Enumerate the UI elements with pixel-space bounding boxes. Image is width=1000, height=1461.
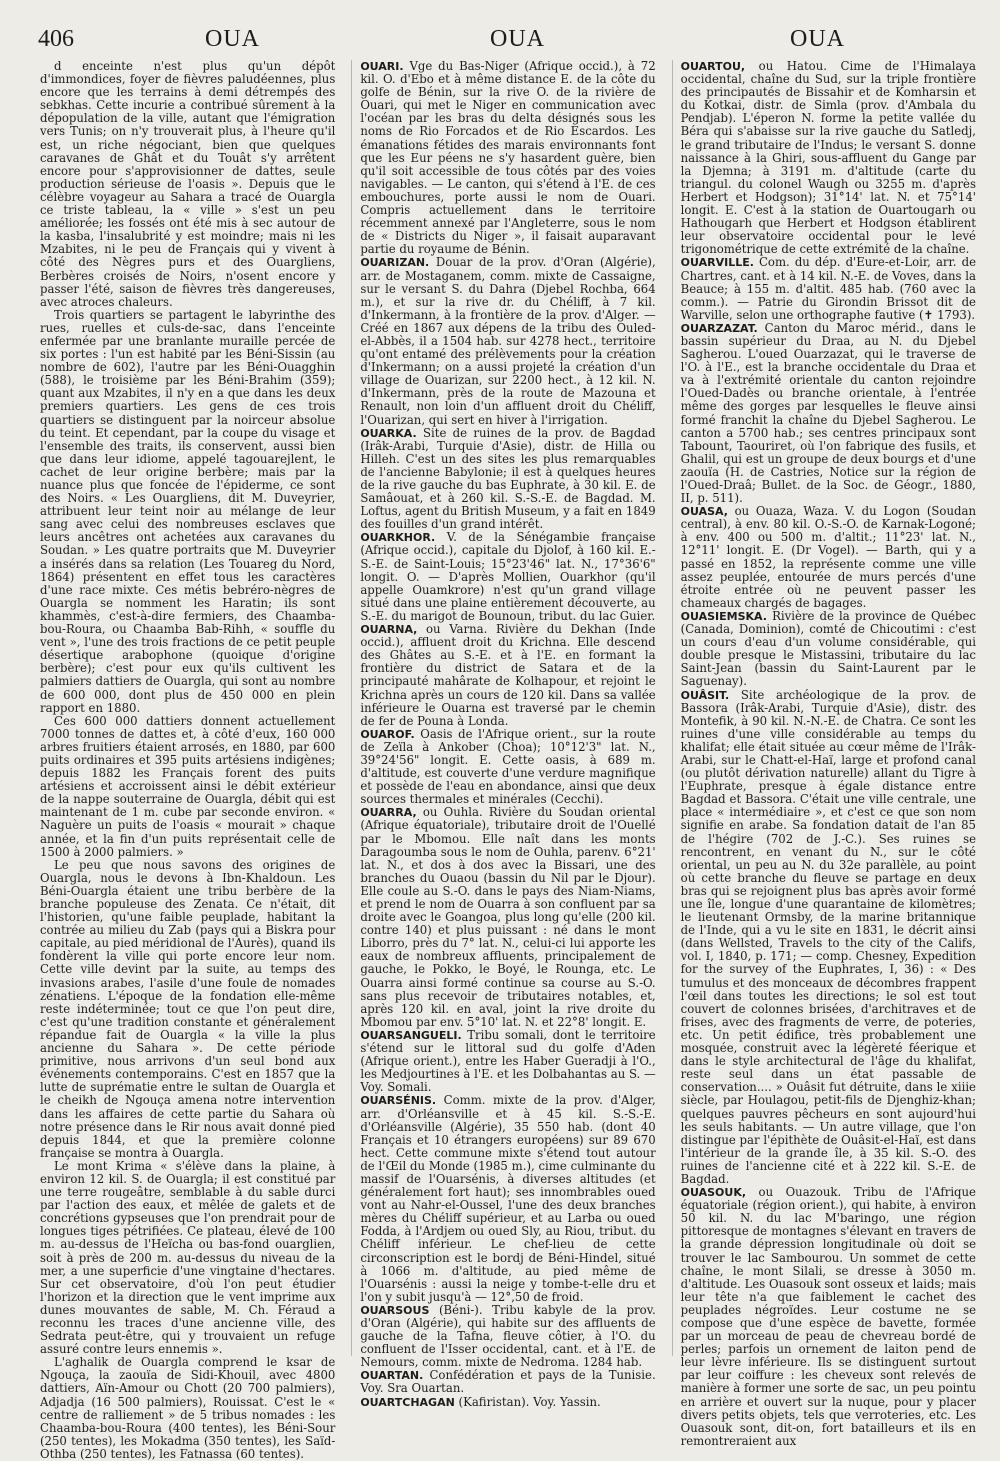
entry-headword: OUARI.	[360, 60, 404, 73]
paragraph-text: Com. du dép. d'Eure-et-Loir, arr. de Chartres, cant. et à 14 kil. N.-E. de Voves, dans la Beauce; à 155 m. d'altit. 485 hab. (760 avec la comm.). — Patrie du Girondin Brissot dit de Warville, selon une orthographe fautive (✝ 1793).	[680, 255, 976, 322]
entry-headword: OUARSANGUELI.	[360, 1028, 462, 1042]
dictionary-entry	[360, 1369, 655, 1395]
entry-headword: OUÂSIT.	[680, 688, 730, 702]
paragraph-text: Comm. mixte de la prov. d'Alger, arr. d'Orléansville et à 45 kil. S.-S.-E. d'Orléansville (Algérie), 35 550 hab. (dont 40 Français et 10 étrangers européens) sur 89 670 hect. Cette commune mixte s'étend tout autour de l'Œil du Monde (1985 m.), cime culminante du massif de l'Ouarsénis, à diverses altitudes (et généralement fort haut); ses innombrables oued vont au Nahr-el-Oussel, l'une des deux branches mères du Chéliff supérieur, et au Larba ou oued Fodda, à l'Ardjem ou oued Sly, au Riou, tribut. du Chéliff inférieur. Le chef-lieu de cette circonscription est le bordj de Béni-Hindel, situé à 1066 m. d'altitude, au pied même de l'Ouarsénis : aussi la neige y tombe-t-elle dru et l'on y subit jusqu'à — 12°,50 de froid.	[360, 1093, 656, 1304]
entry-headword: OUARTAN.	[360, 1369, 424, 1383]
running-head-right: OUA	[790, 26, 845, 52]
body-paragraph	[40, 309, 335, 715]
dictionary-entry	[360, 1396, 655, 1409]
dictionary-entry	[681, 610, 976, 689]
text-columns	[40, 59, 976, 1461]
dictionary-entry	[360, 623, 655, 728]
entry-headword: OUARVILLE.	[680, 256, 754, 270]
body-paragraph	[40, 1356, 335, 1461]
paragraph-text: ou Hatou. Cime de l'Himalaya occidental, chaîne du Sud, sur la triple frontière des principautés de Bissahir et de Komharsin et du Kotkai, distr. de Simla (prov. d'Ambala du Pendjab). L'éperon N. forme la petite vallée du Béra qui s'abaisse sur la rive gauche du Satledj, le grand tributaire de l'Indus; le versant S. donne naissance à la Ghiri, sous-affluent du Gange par la Djemna; à 3191 m. d'altitude (carte du triangul. du colonel Waugh ou 3255 m. d'après Herbert et Hodgson); 31°14' lat. N. et 75°14' longit. E. C'est à la station de Ouartougarh ou Hathougarh que Herbert et Hodgson établirent leur observatoire occidental pour le levé trigonométrique de cette extrémité de la chaîne.	[680, 59, 976, 257]
running-header	[0, 0, 1000, 62]
paragraph-text: ou Ouazouk. Tribu de l'Afrique équatoriale (région orient.), qui habite, à environ 50 kil. N. du lac M'baringo, une région pittoresque de montagnes s'élevant en travers de la grande dépression longitudinale où doit se trouver le lac Sambourou. Un sommet de cette chaîne, le mont Silali, se dresse à 3050 m. d'altitude. Les Ouasouk sont osseux et laids; mais leur tête n'a que faiblement le cachet des peuplades négroïdes. Leur costume ne se compose que d'une espèce de bavette, formée par un morceau de peau de chevreau bordé de perles; parfois un ornement de laiton pend de leur lèvre inférieure. Ils se distinguent surtout par leur coiffure : les cheveux sont relevés de manière à former une sorte de sac, un peu pointu en arrière et ouvert sur la nuque, pour y placer divers petits objets, tels que verroteries, etc. Les Ouasouk sont, dit-on, fort batailleurs et ils en remontreraient aux	[680, 1185, 976, 1448]
paragraph-text: ou Varna. Rivière du Dekhan (Inde occid.), affluent droit du Krichna. Elle descend des Ghâtes au S.-E. et à l'E. en formant la frontière du district de Satara et de la principauté mahârate de Kolhapour, et rejoint le Krichna après un cours de 120 kil. Dans sa vallée inférieure le Ouarna est traversé par le chemin de fer de Pouna à Londa.	[360, 622, 656, 728]
dictionary-entry	[360, 1304, 655, 1369]
entry-headword: OUARIZAN.	[360, 256, 430, 270]
paragraph-text: ou Ouaza, Waza. V. du Logon (Soudan central), à env. 80 kil. O.-S.-O. de Karnak-Logoné; à env. 400 ou 500 m. d'altit.; 11°23' lat. N., 12°11' longit. E. (Dr Vogel). — Barth, qui y a passé en 1852, la représente comme une ville assez peuplée, entourée de murs percés d'une étroite entrée où ne peuvent passer les chameaux chargés de bagages.	[680, 504, 976, 610]
body-paragraph	[40, 715, 335, 859]
running-head-center: OUA	[490, 26, 545, 52]
dictionary-entry	[681, 1186, 976, 1448]
entry-headword: OUARNA,	[360, 623, 418, 637]
entry-headword: OUASOUK,	[680, 1186, 747, 1200]
paragraph-text: Confédération et pays de la Tunisie. Voy. Sra Ouartan.	[360, 1368, 656, 1396]
paragraph-text: (Béni-). Tribu kabyle de la prov. d'Oran (Algérie), qui habite sur des affluents de gauche de la Tafna, fleuve côtier, à l'O. du confluent de l'Isser occidental, cant. et à l'E. de Nemours, comm. mixte de Nedroma. 1284 hab.	[360, 1302, 656, 1370]
paragraph-text: Douar de la prov. d'Oran (Algérie), arr. de Mostaganem, comm. mixte de Cassaigne, sur le versant S. du Dahra (Djebel Rochba, 664 m.), et sur la rive dr. du Chéliff, à 7 kil. d'Inkermann, à la frontière de la prov. d'Alger. — Créé en 1867 aux dépens de la tribu des Ouled-el-Abbès, il a 1504 hab. sur 4278 hect., territoire qu'ont entamé des prélèvements pour la création d'Inkermann; on a aussi projeté la création d'un village de Ouarizan, sur 2200 hect., à 12 kil. N. d'Inkermann, près de la route de Mazouna et Renault, non loin d'un affluent droit du Chéliff, l'Ouarizan, qui sert en hiver à l'irrigation.	[360, 255, 656, 427]
dictionary-entry	[681, 256, 976, 321]
paragraph-text: Site de ruines de la prov. de Bagdad (Irâk-Arabi, Turquie d'Asie), distr. de Hilla ou Hilleh. C'est un des sites les plus remarquables de l'ancienne Babylonie; il est à quelques heures de la rive gauche du bas Euphrate, à 30 kil. E. de Samâouat, et à 260 kil. S.-S.-E. de Bagdad. M. Loftus, agent du British Museum, y a fait en 1849 des fouilles d'un grand intérêt.	[360, 425, 656, 532]
paragraph-text: Ces 600 000 dattiers donnent actuellement 7000 tonnes de dattes et, à côté d'eux, 160 000 arbres fruitiers étaient arrosés, en 1880, par 600 puits ordinaires et 395 puits artésiens indigènes; depuis 1882 les Français forent des puits artésiens et accroissent ainsi le débit extérieur de la nappe souterraine de Ouargla, débit qui est maintenant de 1 m. cube par seconde environ. « Naguère un puits de l'oasis « mourait » chaque année, et la fin d'un puits représentait celle de 1500 à 2000 palmiers. »	[40, 713, 336, 859]
paragraph-text: Canton du Maroc mérid., dans le bassin supérieur du Draa, au N. du Djebel Sagherou. L'oued Ouarzazat, qui le traverse de l'O. à l'E., est la branche occidentale du Draa et va à l'extrémité orientale du canton rejoindre l'Oued-Dadès ou branche orientale, à l'entrée même des gorges par lesquelles le fleuve ainsi formé franchit la chaîne du Djebel Sagherou. Le canton a 5700 hab.; ses centres principaux sont Tabount, Taouriret, où l'on fabrique des fusils, et Ghalil, qui est un groupe de deux bourgs et d'une zaouïa (H. de Castries, Notice sur la région de l'Oued-Draâ; Bullet. de la Soc. de Géogr., 1880, II, p. 511).	[680, 320, 976, 506]
entry-headword: OUASIEMSKA.	[680, 609, 767, 623]
entry-headword: OUASA,	[680, 505, 728, 519]
entry-headword: OUARKA.	[360, 426, 417, 440]
paragraph-text: Oasis de l'Afrique orient., sur la route de Zeïla à Ankober (Choa); 10°12'3" lat. N., 39°24'56" longit. E. Cette oasis, à 689 m. d'altitude, est couverte d'une verdure magnifique et possède de l'eau en abondance, ainsi que deux sources thermales et minérales (Cecchi).	[360, 726, 656, 807]
entry-headword: OUAROF.	[360, 727, 415, 741]
dictionary-entry	[360, 427, 655, 532]
entry-headword: OUARSÉNIS.	[360, 1094, 437, 1108]
paragraph-text: Vge du Bas-Niger (Afrique occid.), à 72 kil. O. d'Ebo et à même distance E. de la côte du golfe de Bénin, sur la rive O. de la rivière de Ouari, qui met le Niger en communication avec l'océan par les bras du delta désignés sous les noms de Rio Forcados et de Rio Escardos. Les émanations fétides des marais environnants font que les Eur péens ne s'y hasardent guère, bien qu'il soit accessible de tous côtés par des voies navigables. — Le canton, qui s'étend à l'E. de ces embouchures, porte aussi le nom de Ouari. Compris actuellement dans le territoire récemment annexé par l'Angleterre, sous le nom de « Districts du Niger », il faisait auparavant partie du royaume de Bénin.	[360, 59, 656, 257]
body-paragraph	[40, 859, 335, 1160]
paragraph-text: V. de la Sénégambie française (Afrique occid.), capitale du Djolof, à 160 kil. E.-S.-E. de Saint-Louis; 15°23'46" lat. N., 17°36'6" longit. O. — D'après Mollien, Ouarkhor (qu'il appelle Ouamkrore) n'est qu'un grand village situé dans une plaine entièrement découverte, au S.-E. du marigot de Bounoun, tribut. du lac Guier.	[360, 530, 656, 623]
dictionary-entry	[360, 60, 655, 256]
dictionary-entry	[360, 728, 655, 807]
body-paragraph	[40, 60, 335, 309]
paragraph-text: Le mont Krima « s'élève dans la plaine, à environ 12 kil. S. de Ouargla; il est constitué par une terre rougeâtre, semblable à du sable durci par l'action des eaux, et mêlée de galets et de concrétions gypseuses que l'on prendrait pour de longues tiges pétrifiées. Ce plateau, élevé de 100 m. au-dessus de l'Heïcha ou bas-fond ouarglien, soit à près de 200 m. au-dessus du niveau de la mer, a une superficie d'une vingtaine d'hectares. Sur cet observatoire, d'où l'on peut étudier l'horizon et la direction que le vent imprime aux dunes mouvantes de sable, M. Ch. Féraud a reconnu les traces d'une ancienne ville, des Sedrata peut-être, qui y trouvaient un refuge assuré contre leurs ennemis ».	[40, 1158, 336, 1357]
column-left	[40, 59, 336, 1461]
dictionary-entry	[681, 322, 976, 505]
entry-headword: OUARZAZAT.	[680, 321, 758, 335]
entry-headword: OUARSOUS	[360, 1303, 430, 1317]
paragraph-text: Tribu somali, dont le territoire s'étend sur le littoral sud du golfe d'Aden (Afrique orient.), entre les Haber Gueradji à l'O., les Medjourtines à l'E. et les Dolbahantas au S. — Voy. Somali.	[360, 1027, 656, 1095]
paragraph-text: Rivière de la province de Québec (Canada, Dominion), comté de Chicoutimi : c'est un cours d'eau d'un volume considérable, qui double presque le Mistassini, tributaire du lac Saint-Jean (bassin du Saint-Laurent par le Saguenay).	[680, 608, 976, 689]
entry-headword: OUARTOU,	[680, 60, 746, 73]
dictionary-entry	[681, 689, 976, 1187]
dictionary-entry	[360, 806, 655, 1029]
entry-headword: OUARRA,	[360, 806, 417, 820]
paragraph-text: Le peu que nous savons des origines de Ouargla, nous le devons à Ibn-Khaldoun. Les Béni-Ouargla étaient une tribu berbère de la branche populeuse des Zenata. Ce n'était, dit l'historien, qu'une faible peuplade, habitant la contrée au milieu du Zab (pays qui a Biskra pour capitale, au pied méridional de l'Aurès), quand ils fondèrent la ville qui porte encore leur nom. Cette ville devint par la suite, au temps des invasions arabes, l'asile d'une foule de nomades zénatiens. L'époque de la fondation elle-même reste indéterminée; tout ce que l'on peut dire, c'est qu'une tradition constante et généralement répandue fait de Ouargla « la ville la plus ancienne du Sahara ». De cette période primitive, nous arrivons d'un seul bond aux événements contemporains. C'est en 1857 que la lutte de suprématie entre le sultan de Ouargla et le cheikh de Ngouça amena notre intervention dans les affaires de cette partie du Sahara où notre présence dans le Rir nous avait donné pied depuis 1844, et que la première colonne française se montra à Ouargla.	[40, 857, 336, 1160]
paragraph-text: ou Ouhla. Rivière du Soudan oriental (Afrique équatoriale), tributaire droit de l'Ouellé par le Mbomou. Elle naît dans les monts Daragoumba sous le nom de Ouhla, parenv. 6°21' lat. N., et dos à dos avec la Bissari, une des branches du Ouaou (bassin du Nil par le Djour). Elle coule au S.-O. dans le pays des Niam-Niams, et prend le nom de Ouarra à son confluent par sa droite avec le Goangoa, plus long qu'elle (200 kil. contre 140) et plus puissant : né dans le mont Liborro, près du 7° lat. N., celui-ci lui apporte les eaux de nombreux affluents, principalement de gauche, le Pokko, le Boyé, le Rounga, etc. Le Ouarra ainsi formé continue sa course au S.-O. sans plus recevoir de tributaires notables, et, après 120 kil. en aval, joint la rive droite du Mbomou par env. 5°10' lat. N. et 22°8' longit. E.	[360, 805, 656, 1029]
entry-headword: OUARKHOR.	[360, 531, 436, 545]
running-head-left: OUA	[205, 26, 260, 52]
paragraph-text: (Kafiristan). Voy. Yassin.	[458, 1394, 601, 1409]
paragraph-text: d enceinte n'est plus qu'un dépôt d'immondices, foyer de fièvres paludéennes, plus encore que les terrains à demi détrempés des sebkhas. Cette incurie a contribué sûrement à la dépopulation de la ville, autant que l'émigration vers Tunis; on n'y trouverait plus, à l'heure qu'il est, un riche négociant, bien que quelques caravanes de Ghât et du Touât s'y arrêtent encore pour s'approvisionner de dattes, seule production sérieuse de l'oasis ». Depuis que le célèbre voyageur au Sahara a tracé de Ouargla ce triste tableau, la « ville » s'est un peu améliorée; les fossés ont été mis à sec autour de la kasba, l'insalubrité y est moindre; mais ni les Mzabites, ni le peu de Français qui y vivent à côté des Nègres purs et des Ouargliens, Berbères croisés de Noirs, n'osent encore y passer l'été, saison de fièvres très dangereuses, avec atroces chaleurs.	[40, 59, 336, 309]
paragraph-text: Trois quartiers se partagent le labyrinthe des rues, ruelles et culs-de-sac, dans l'enceinte enfermée par une branlante muraille percée de six portes : l'un est habité par les Béni-Sissin (au nombre de 602), l'autre par les Béni-Ouagghin (588), le troisième par les Béni-Brahim (359); quant aux Mzabites, il n'y en a que dans les deux premiers quartiers. Les gens de ces trois quartiers se distinguent par la noirceur absolue du teint. Et cependant, par la coupe du visage et l'ensemble des traits, ils conservent, aussi bien que dans leur idiome, appelé tagouarejlent, le cachet de leur origine berbère; mais par la nuance plus que foncée de l'épiderme, ce sont des Noirs. « Les Ouargliens, dit M. Duveyrier, attribuent leur teint noir au mélange de leur sang avec celui des nombreuses esclaves que leurs ancêtres ont achetées aux caravanes du Soudan. » Les quatre portraits que M. Duveyrier a insérés dans sa relation (Les Touareg du Nord, 1864) présentent en effet tous les caractères d'une race mixte. Ces métis bebréro-nègres de Ouargla se nomment les Haratin; ils sont khammès, c'est-à-dire fermiers, des Chaamba-bou-Roura, ou Chaamba Bab-Rihh, « souffle du vent », l'une des trois fractions de ce petit peuple désertique arabophone (quoique d'origine berbère); c'est pour eux qu'ils cultivent les palmiers dattiers de Ouargla, qui sont au nombre de 600 000, dont plus de 450 000 en plein rapport en 1880.	[40, 307, 336, 715]
dictionary-entry	[681, 505, 976, 610]
entry-headword: OUARTCHAGAN	[360, 1395, 455, 1409]
dictionary-entry	[681, 60, 976, 256]
dictionary-entry	[360, 1094, 655, 1304]
dictionary-entry	[360, 256, 655, 426]
paragraph-text: L'aghalik de Ouargla comprend le ksar de Ngouça, la zaouïa de Sidi-Khouil, avec 4800 dattiers, Aïn-Amour ou Chott (20 700 palmiers), Adjadja (16 500 palmiers), Rouissat. C'est le « centre de ralliement » de 5 tribus nomades : les Chaamba-bou-Roura (400 tentes), les Béni-Sour (250 tentes), les Mokadma (350 tentes), les Saïd-Othba (250 tentes), les Fatnassa (60 tentes).	[40, 1355, 336, 1461]
dictionary-entry	[360, 1029, 655, 1094]
page-number: 406	[38, 26, 74, 52]
column-middle	[351, 59, 656, 1409]
column-right	[672, 59, 976, 1448]
body-paragraph	[40, 1160, 335, 1356]
dictionary-entry	[360, 531, 655, 623]
paragraph-text: Site archéologique de la prov. de Bassora (Irâk-Arabi, Turquie d'Asie), distr. des Montefik, à 90 kil. N.-N.-E. de Chatra. Ce sont les ruines d'une ville considérable au temps du khalifat; elle était située au cœur même de l'Irâk-Arabi, sur le Chatt-el-Haï, large et profond canal (ou plutôt dérivation naturelle) allant du Tigre à l'Euphrate, presque à égale distance entre Bagdad et Bassora. C'était une ville centrale, une place « intermédiaire », et c'est ce que son nom signifie en arabe. Sa fondation datait de l'an 85 de l'hégire (702 de J.-C.). Ses ruines se rencontrent, en venant du N., sur le côté oriental, un peu au N. du 32e parallèle, au point où cette branche du fleuve se partage en deux bras qui se rejoignent plus bas après avoir formé une île, longue d'une quarantaine de kilomètres; le lieutenant Ormsby, de la marine britannique de l'Inde, qui a vu le site en 1831, le décrit ainsi (dans Wellsted, Travels to the city of the Califs, vol. I, 1840, p. 171; — comp. Chesney, Expedition for the survey of the Euphrates, I, 36) : « Des tumulus et des monceaux de décombres frappent l'œil dans toutes les directions; le sol est tout couvert de colonnes brisées, d'architraves et de frises, avec des fragments de verre, de poteries, etc. Un petit édifice, très probablement une mosquée, construit avec la légèreté féerique et dans le style architectural de l'âge du khalifat, reste seul dans un état passable de conservation.... » Ouâsit fut détruite, dans le xiiie siècle, par Houlagou, petit-fils de Djenghiz-khan; quelques pauvres pêcheurs en sont aujourd'hui les seuls habitants. — Un autre village, que l'on distingue par l'épithète de Ouâsit-el-Haï, est dans l'intérieur de la grande île, à 35 kil. S.-O. des ruines de l'ancienne cité et à 222 kil. S.-E. de Bagdad.	[680, 687, 976, 1186]
